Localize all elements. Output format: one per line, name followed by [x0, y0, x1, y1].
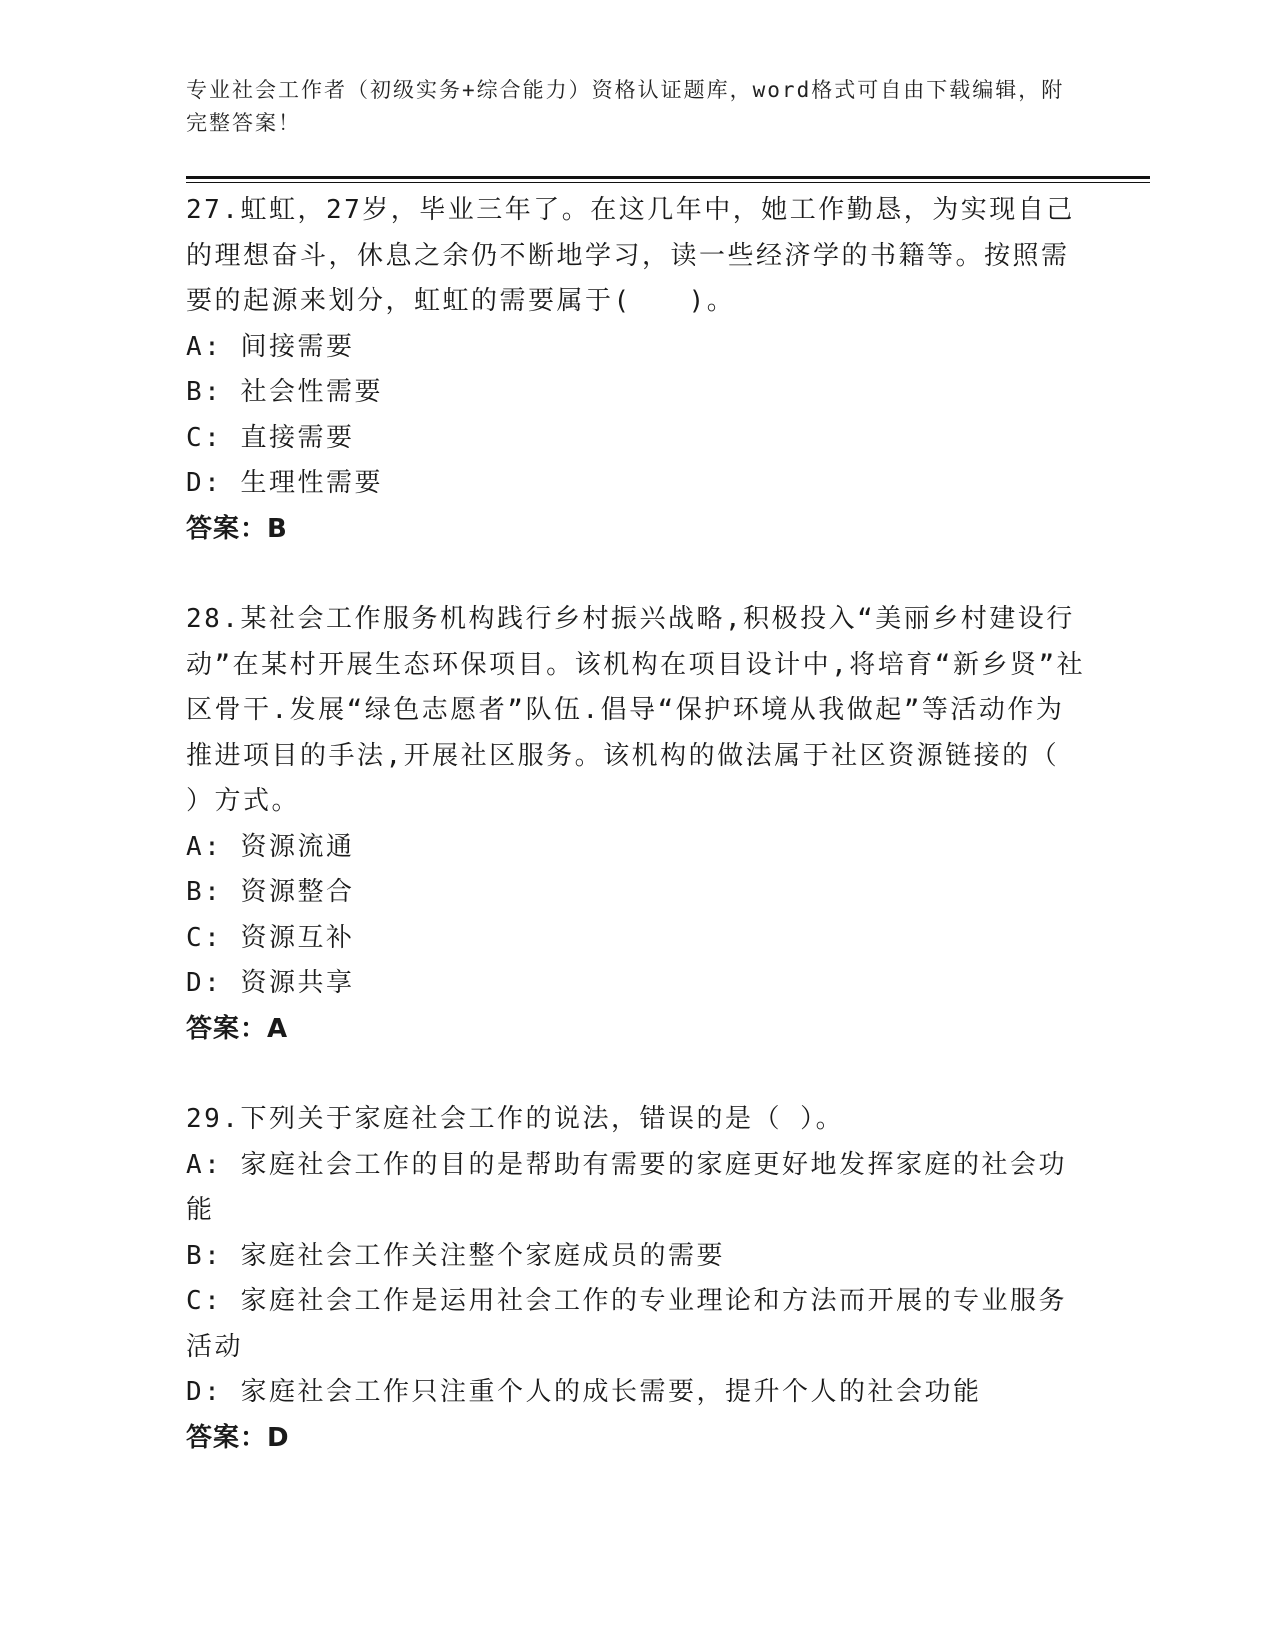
- option-a: A: 资源流通: [186, 831, 355, 862]
- option-b: B: 资源整合: [186, 877, 355, 907]
- option-d: D: 家庭社会工作只注重个人的成长需要，提升个人的社会功能: [186, 1377, 982, 1407]
- question-stem: 28.某社会工作服务机构践行乡村振兴战略,积极投入“美丽乡村建设行动”在某村开展生态环保项目。该机构在项目设计中,将培育“新乡贤”社区骨干.发展“绿色志愿者”队伍.倡导“保护环境从我做起”等活动作为推进项目的手法,开展社区服务。该机构的做法属于社区资源链接的（ ）方式。: [186, 604, 1086, 816]
- answer-line: 答案：B: [186, 513, 288, 544]
- option-d: D: 资源共享: [186, 968, 355, 998]
- option-a: A: 家庭社会工作的目的是帮助有需要的家庭更好地发挥家庭的社会功能: [186, 1149, 1067, 1225]
- answer-line: 答案：A: [186, 1013, 289, 1044]
- question-spacer: [186, 1052, 1086, 1097]
- option-b: B: 家庭社会工作关注整个家庭成员的需要: [186, 1240, 725, 1271]
- option-d: D: 生理性需要: [186, 468, 383, 498]
- header-rule-thin: [186, 182, 1150, 183]
- option-c: C: 直接需要: [186, 422, 355, 453]
- question-stem: 29.下列关于家庭社会工作的说法，错误的是（ ）。: [186, 1104, 845, 1134]
- option-b: B: 社会性需要: [186, 377, 383, 407]
- header-rule-thick: [186, 176, 1150, 179]
- answer-line: 答案：D: [186, 1422, 290, 1453]
- option-c: C: 资源互补: [186, 922, 355, 953]
- question-stem: 27.虹虹，27岁，毕业三年了。在这几年中，她工作勤恳，为实现自己的理想奋斗，休息之余仍不断地学习，读一些经济学的书籍等。按照需要的起源来划分，虹虹的需要属于( )。: [186, 195, 1075, 316]
- option-a: A: 间接需要: [186, 331, 355, 362]
- question-29: [186, 1097, 1086, 1461]
- question-list: [186, 188, 1086, 1461]
- option-c: C: 家庭社会工作是运用社会工作的专业理论和方法而开展的专业服务活动: [186, 1286, 1067, 1362]
- document-header: 专业社会工作者（初级实务+综合能力）资格认证题库，word格式可自由下载编辑，附完整答案！: [186, 78, 1065, 135]
- question-spacer: [186, 552, 1086, 597]
- question-28: [186, 597, 1086, 1052]
- question-27: [186, 188, 1086, 552]
